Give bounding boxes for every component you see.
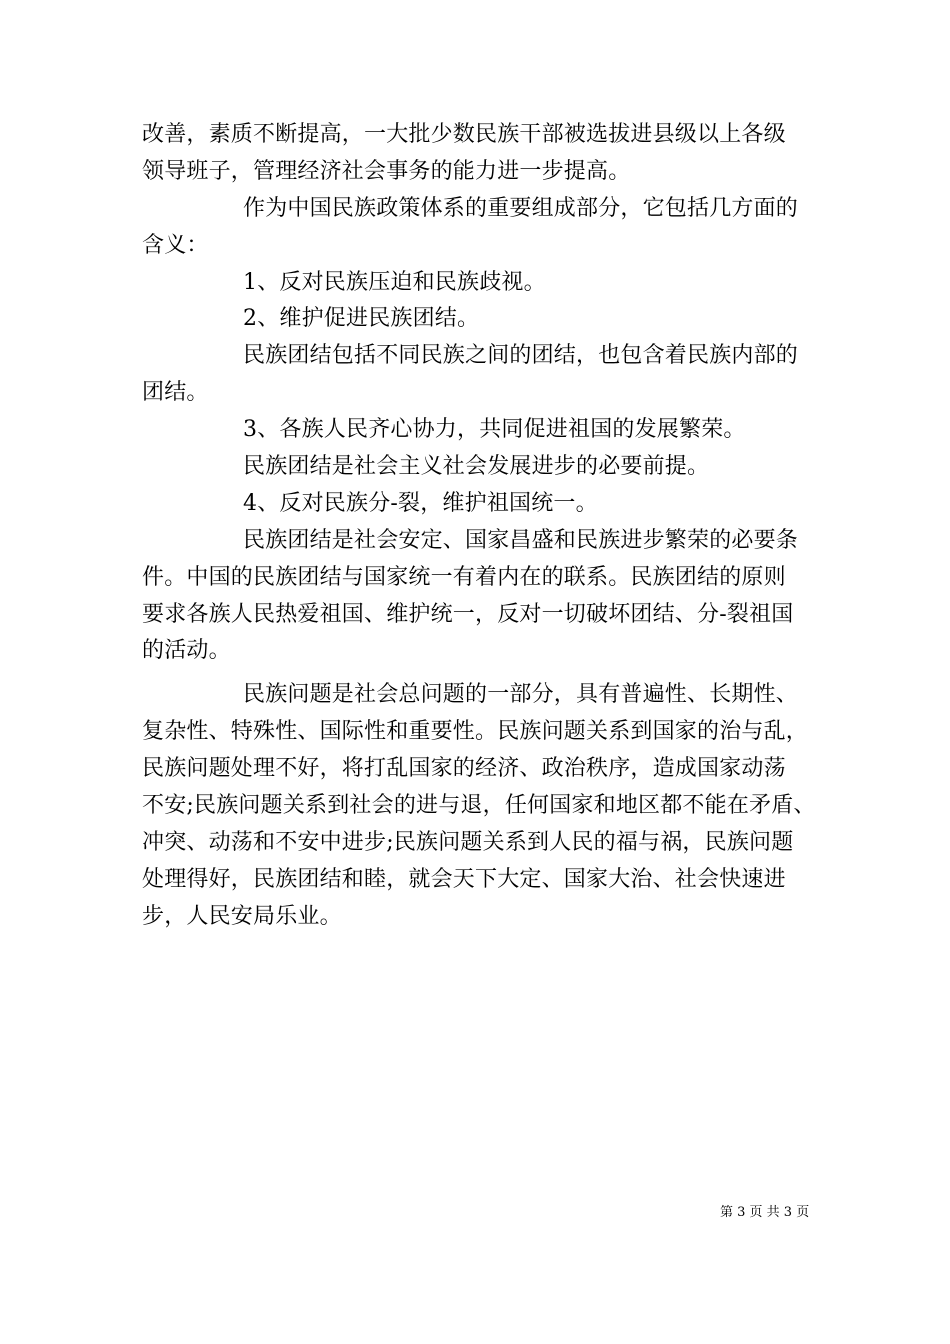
text-line: 复杂性、特殊性、国际性和重要性。民族问题关系到国家的治与乱， bbox=[142, 719, 809, 745]
list-item: 3、各族人民齐心协力，共同促进祖国的发展繁荣。 bbox=[243, 417, 746, 443]
text-line: 冲突、动荡和不安中进步;民族问题关系到人民的福与祸，民族问题 bbox=[142, 829, 794, 855]
paragraph-start: 民族团结是社会主义社会发展进步的必要前提。 bbox=[243, 454, 710, 480]
text-line: 的活动。 bbox=[142, 638, 231, 664]
text-line: 要求各族人民热爱祖国、维护统一，反对一切破坏团结、分-裂祖国 bbox=[142, 601, 794, 627]
paragraph-start: 民族团结是社会安定、国家昌盛和民族进步繁荣的必要条 bbox=[243, 527, 799, 553]
list-item: 2、维护促进民族团结。 bbox=[243, 306, 480, 332]
page-number: 第 3 页 共 3 页 bbox=[720, 1205, 810, 1220]
text-line: 含义： bbox=[142, 232, 209, 258]
paragraph-start: 民族问题是社会总问题的一部分，具有普遍性、长期性、 bbox=[243, 682, 799, 708]
text-line: 民族问题处理不好，将打乱国家的经济、政治秩序，造成国家动荡 bbox=[142, 756, 786, 782]
text-line: 改善，素质不断提高，一大批少数民族干部被选拔进县级以上各级 bbox=[142, 122, 786, 147]
list-item: 1、反对民族压迫和民族歧视。 bbox=[243, 269, 546, 295]
document-body bbox=[142, 117, 816, 936]
text-line: 处理得好，民族团结和睦，就会天下大定、国家大治、社会快速进 bbox=[142, 866, 786, 892]
text-line: 不安;民族问题关系到社会的进与退，任何国家和地区都不能在矛盾、 bbox=[142, 793, 816, 819]
list-item: 4、反对民族分-裂，维护祖国统一。 bbox=[243, 490, 598, 516]
paragraph-start: 作为中国民族政策体系的重要组成部分，它包括几方面的 bbox=[243, 195, 799, 221]
text-line: 步，人民安局乐业。 bbox=[142, 903, 342, 929]
text-line: 团结。 bbox=[142, 380, 209, 406]
text-line: 领导班子，管理经济社会事务的能力进一步提高。 bbox=[142, 158, 631, 184]
text-line: 件。中国的民族团结与国家统一有着内在的联系。民族团结的原则 bbox=[142, 564, 786, 590]
paragraph-start: 民族团结包括不同民族之间的团结，也包含着民族内部的 bbox=[243, 343, 799, 369]
